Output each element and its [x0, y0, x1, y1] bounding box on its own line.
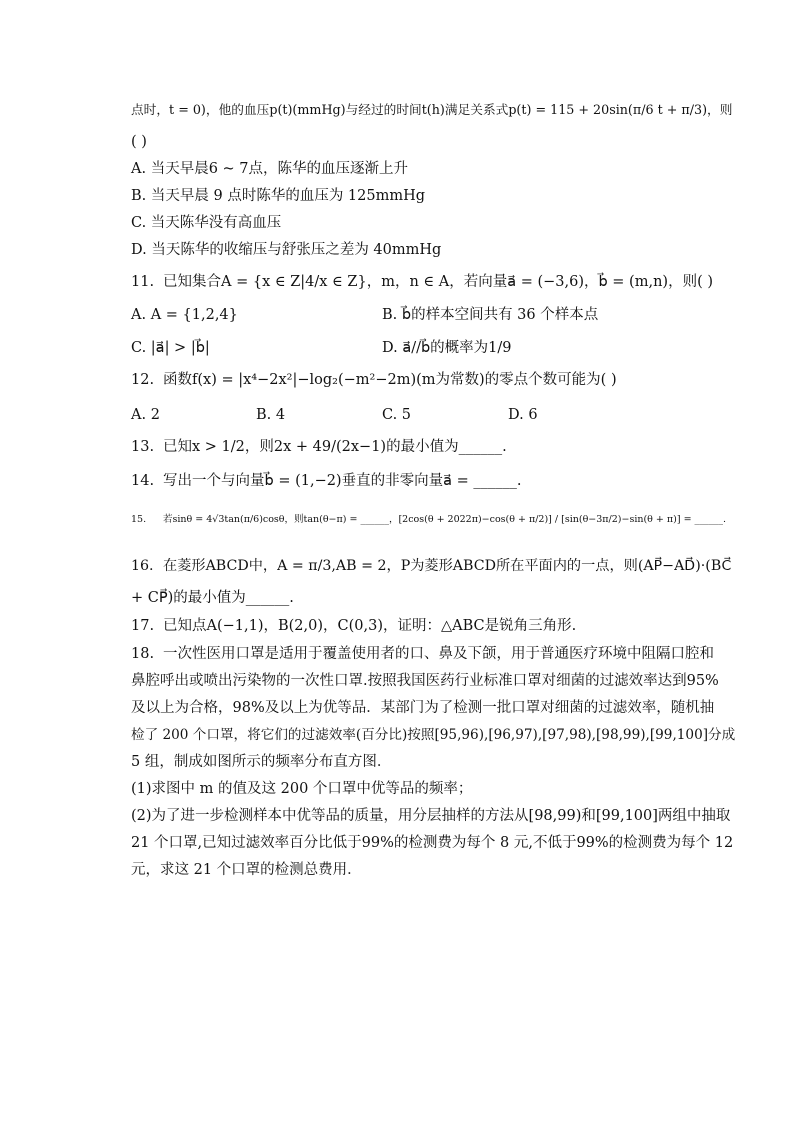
q18-stem-line2: 鼻腔呼出或喷出污染物的一次性口罩.按照我国医药行业标准口罩对细菌的过滤效率达到95% [131, 673, 719, 689]
q16-stem-line1 [131, 556, 731, 576]
q12-stem [131, 370, 731, 390]
q18-stem-line1 [131, 644, 731, 664]
q17-number: 17. [131, 618, 155, 634]
q18-part2-line1: (2)为了进一步检测样本中优等品的质量，用分层抽样的方法从[98,99)和[99,100]两组中抽取 [131, 808, 731, 824]
q18-number: 18. [131, 646, 155, 662]
q13-text: 已知x > 1/2，则2x + 49/(2x−1)的最小值为______. [163, 439, 507, 455]
q10-stem-line1: 点时，t = 0)，他的血压p(t)(mmHg)与经过的时间t(h)满足关系式p(t) = 115 + 20sin(π/6 t + π/3)，则 [131, 102, 733, 117]
q10-option-a: A. 当天早晨6 ~ 7点，陈华的血压逐渐上升 [131, 161, 409, 177]
q16-stem-line2: + CP⃗)的最小值为______. [131, 590, 294, 606]
q18-part2-line3: 元，求这 21 个口罩的检测总费用． [131, 862, 362, 878]
q11-option-d: D. a⃗//b⃗的概率为1/9 [382, 340, 512, 356]
q18-stem-line4: 检了 200 个口罩，将它们的过滤效率(百分比)按照[95,96),[96,97),[97,98),[98,99),[99,100]分成 [131, 727, 736, 743]
q14-number: 14. [131, 473, 155, 489]
q14-text: 写出一个与向量b⃗ = (1,−2)垂直的非零向量a⃗ = ______. [163, 473, 522, 489]
q12-option-c: C. 5 [382, 407, 412, 423]
q12-option-a: A. 2 [131, 407, 160, 423]
q13-number: 13. [131, 439, 155, 455]
q11-option-a: A. A = {1,2,4} [131, 307, 238, 323]
q11-number: 11. [131, 274, 155, 290]
q10-answer-blank: ( ) [131, 134, 147, 150]
q18-stem-line3: 及以上为合格，98%及以上为优等品．某部门为了检测一批口罩对细菌的过滤效率，随机抽 [131, 700, 715, 716]
q12-option-b: B. 4 [256, 407, 286, 423]
q12-text: 函数f(x) = |x⁴−2x²|−log₂(−m²−2m)(m为常数)的零点个数可能为( ) [163, 372, 617, 388]
q18-text-line1: 一次性医用口罩是适用于覆盖使用者的口、鼻及下颌，用于普通医疗环境中阻隔口腔和 [163, 646, 714, 662]
q10-option-d: D. 当天陈华的收缩压与舒张压之差为 40mmHg [131, 242, 442, 258]
q11-stem [131, 272, 731, 292]
q11-option-b: B. b⃗的样本空间共有 36 个样本点 [382, 307, 599, 323]
q14-stem [131, 471, 731, 491]
q11-text: 已知集合A = {x ∈ Z|4/x ∈ Z}，m，n ∈ A，若向量a⃗ = (−3,6)，b⃗ = (m,n)，则( ) [163, 274, 713, 290]
q18-stem-line5: 5 组，制成如图所示的频率分布直方图． [131, 754, 392, 770]
q12-option-d: D. 6 [508, 407, 538, 423]
q16-text-line1: 在菱形ABCD中，A = π/3,AB = 2，P为菱形ABCD所在平面内的一点，则(AP⃗−AD⃗)·(BC⃗ [163, 558, 732, 574]
q10-option-c: C. 当天陈华没有高血压 [131, 215, 282, 231]
q10-option-b: B. 当天早晨 9 点时陈华的血压为 125mmHg [131, 188, 426, 204]
q13-stem [131, 437, 731, 457]
q16-number: 16. [131, 558, 154, 574]
q15-number: 15. [131, 514, 147, 525]
q11-option-c: C. |a⃗| > |b⃗| [131, 340, 210, 356]
q17-stem [131, 616, 731, 636]
q12-number: 12. [131, 372, 155, 388]
q18-part1: (1)求图中 m 的值及这 200 个口罩中优等品的频率； [131, 781, 473, 797]
q17-text: 已知点A(−1,1)，B(2,0)，C(0,3)，证明：△ABC是锐角三角形. [163, 618, 577, 634]
q15-text: 若sinθ = 4√3tan(π/6)cosθ，则tan(θ−π) = ______，[2cos(θ + 2022π)−cos(θ + π/2)] / [sin(θ−3π/2)−sin(θ + π)] = ______. [163, 514, 727, 525]
q18-part2-line2: 21 个口罩,已知过滤效率百分比低于99%的检测费为每个 8 元,不低于99%的检测费为每个 12 [131, 835, 734, 851]
q15-stem [131, 510, 731, 530]
